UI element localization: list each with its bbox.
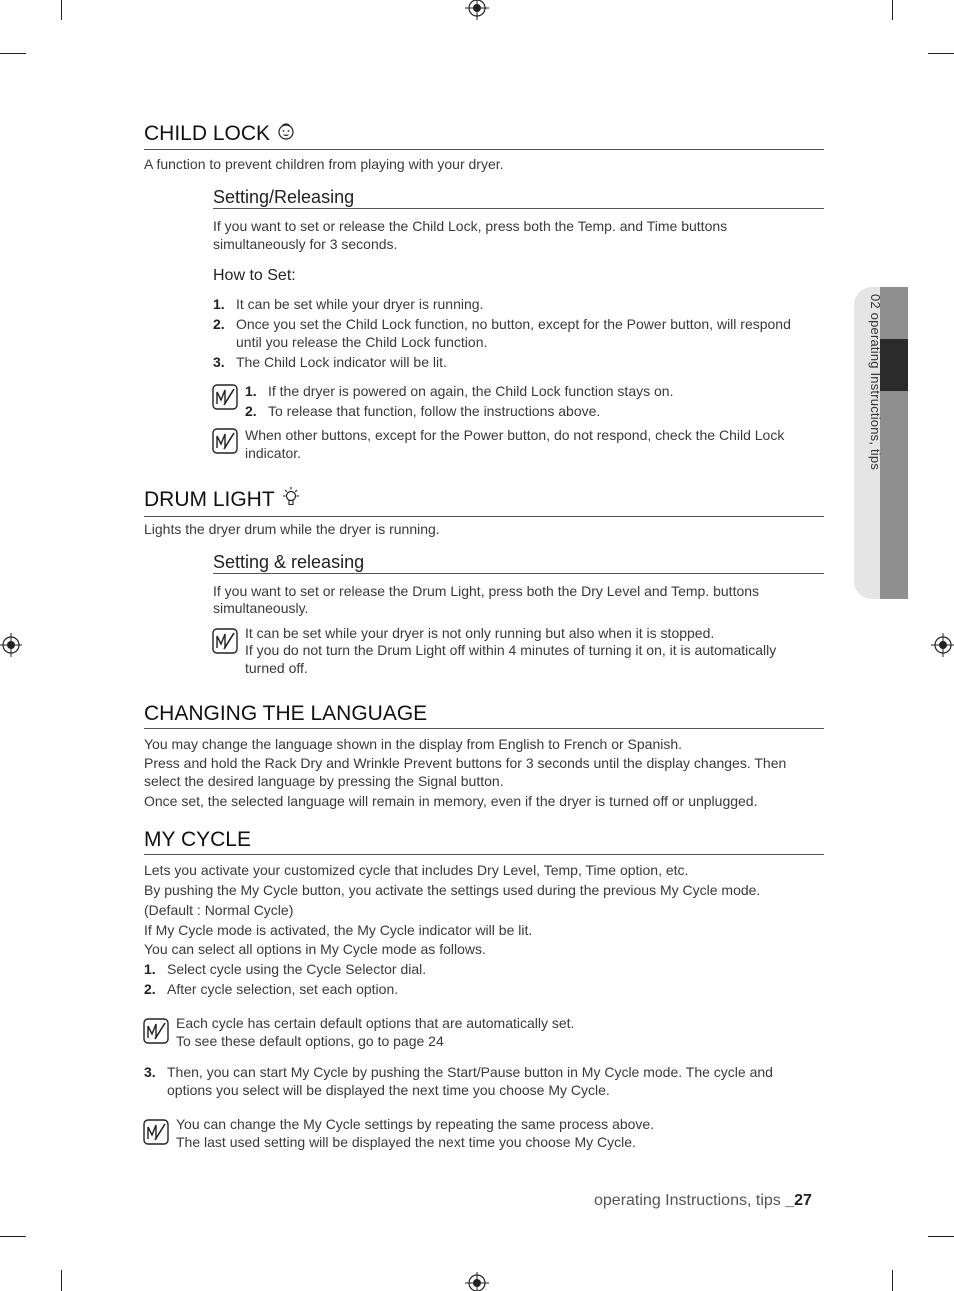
drum-light-setting-line: If you want to set or release the Drum Light, press both the Dry Level and Temp. buttons	[213, 583, 760, 599]
registration-mark-icon	[465, 0, 489, 20]
note-text: indicator.	[245, 445, 302, 461]
note-text: When other buttons, except for the Power button, do not respond, check the Child Lock	[245, 427, 785, 443]
step-text: The Child Lock indicator will be lit.	[236, 354, 447, 370]
language-text: Press and hold the Rack Dry and Wrinkle Prevent buttons for 3 seconds until the display changes. Then	[144, 755, 787, 771]
drum-light-setting-line: simultaneously.	[213, 600, 309, 616]
registration-mark-icon	[931, 633, 954, 657]
child-face-icon	[276, 121, 296, 148]
language-text: Once set, the selected language will remain in memory, even if the dryer is turned off or unplugged.	[144, 793, 758, 809]
child-lock-intro: A function to prevent children from playing with your dryer.	[144, 156, 504, 172]
side-tab-bar	[880, 287, 908, 599]
step-text: Then, you can start My Cycle by pushing the Start/Pause button in My Cycle mode. The cycle and	[167, 1064, 773, 1080]
crop-mark	[892, 0, 893, 20]
note-number: 1.	[245, 383, 257, 399]
step-number: 1.	[213, 296, 225, 312]
step-text: options you select will be displayed the next time you choose My Cycle.	[167, 1082, 610, 1098]
crop-mark	[892, 1270, 893, 1291]
side-tab-marker	[880, 339, 908, 391]
drum-light-intro: Lights the dryer drum while the dryer is running.	[144, 521, 440, 537]
note-text: turned off.	[245, 660, 308, 676]
section-title-language: CHANGING THE LANGUAGE	[144, 701, 824, 729]
crop-mark	[61, 1270, 62, 1291]
note-text: It can be set while your dryer is not only running but also when it is stopped.	[245, 625, 715, 641]
note-icon	[143, 1119, 169, 1145]
crop-mark	[61, 0, 62, 20]
footer-text: operating Instructions, tips	[594, 1192, 781, 1209]
crop-mark	[0, 53, 26, 54]
note-icon	[212, 384, 238, 410]
crop-mark	[928, 53, 954, 54]
note-text: Each cycle has certain default options that are automatically set.	[176, 1015, 575, 1031]
page-footer	[594, 1192, 812, 1210]
side-tab-label: 02 operating Instructions, tips	[868, 294, 883, 471]
registration-mark-icon	[0, 633, 22, 657]
section-title-child-lock: CHILD LOCK	[144, 121, 824, 150]
crop-mark	[0, 1236, 26, 1237]
note-text: You can change the My Cycle settings by repeating the same process above.	[176, 1116, 655, 1132]
crop-mark	[928, 1236, 954, 1237]
note-icon	[143, 1018, 169, 1044]
note-number: 2.	[245, 403, 257, 419]
child-lock-setting-line: simultaneously for 3 seconds.	[213, 236, 398, 252]
step-number: 3.	[144, 1064, 156, 1080]
child-lock-setting-title: Setting/Releasing	[213, 186, 824, 209]
my-cycle-text: (Default : Normal Cycle)	[144, 902, 294, 918]
step-text: It can be set while your dryer is running.	[236, 296, 484, 312]
step-text: until you release the Child Lock function.	[236, 334, 488, 350]
registration-mark-icon	[465, 1272, 489, 1291]
note-text: The last used setting will be displayed the next time you choose My Cycle.	[176, 1134, 636, 1150]
how-to-set-title: How to Set:	[213, 267, 296, 284]
page-number: _27	[785, 1192, 812, 1209]
child-lock-setting-line: If you want to set or release the Child Lock, press both the Temp. and Time buttons	[213, 218, 728, 234]
step-number: 2.	[213, 316, 225, 332]
note-text: If the dryer is powered on again, the Child Lock function stays on.	[268, 383, 674, 399]
my-cycle-text: If My Cycle mode is activated, the My Cycle indicator will be lit.	[144, 922, 533, 938]
note-text: To release that function, follow the instructions above.	[268, 403, 601, 419]
my-cycle-text: Lets you activate your customized cycle that includes Dry Level, Temp, Time option, etc.	[144, 862, 689, 878]
note-text: To see these default options, go to page 24	[176, 1033, 444, 1049]
my-cycle-text: You can select all options in My Cycle mode as follows.	[144, 941, 486, 957]
language-text: select the desired language by pressing the Signal button.	[144, 773, 504, 789]
step-text: Select cycle using the Cycle Selector dial.	[167, 961, 427, 977]
drum-light-setting-title: Setting & releasing	[213, 551, 824, 574]
step-number: 1.	[144, 961, 156, 977]
my-cycle-text: By pushing the My Cycle button, you activate the settings used during the previous My Cycle mode.	[144, 882, 761, 898]
light-bulb-icon	[281, 486, 301, 515]
section-title-drum-light: DRUM LIGHT	[144, 486, 824, 517]
step-text: After cycle selection, set each option.	[167, 981, 399, 997]
note-text: If you do not turn the Drum Light off within 4 minutes of turning it on, it is automatically	[245, 642, 777, 658]
language-text: You may change the language shown in the display from English to French or Spanish.	[144, 736, 683, 752]
section-title-my-cycle: MY CYCLE	[144, 827, 824, 855]
note-icon	[212, 428, 238, 454]
step-number: 2.	[144, 981, 156, 997]
step-text: Once you set the Child Lock function, no button, except for the Power button, will respond	[236, 316, 791, 332]
note-icon	[212, 628, 238, 654]
step-number: 3.	[213, 354, 225, 370]
